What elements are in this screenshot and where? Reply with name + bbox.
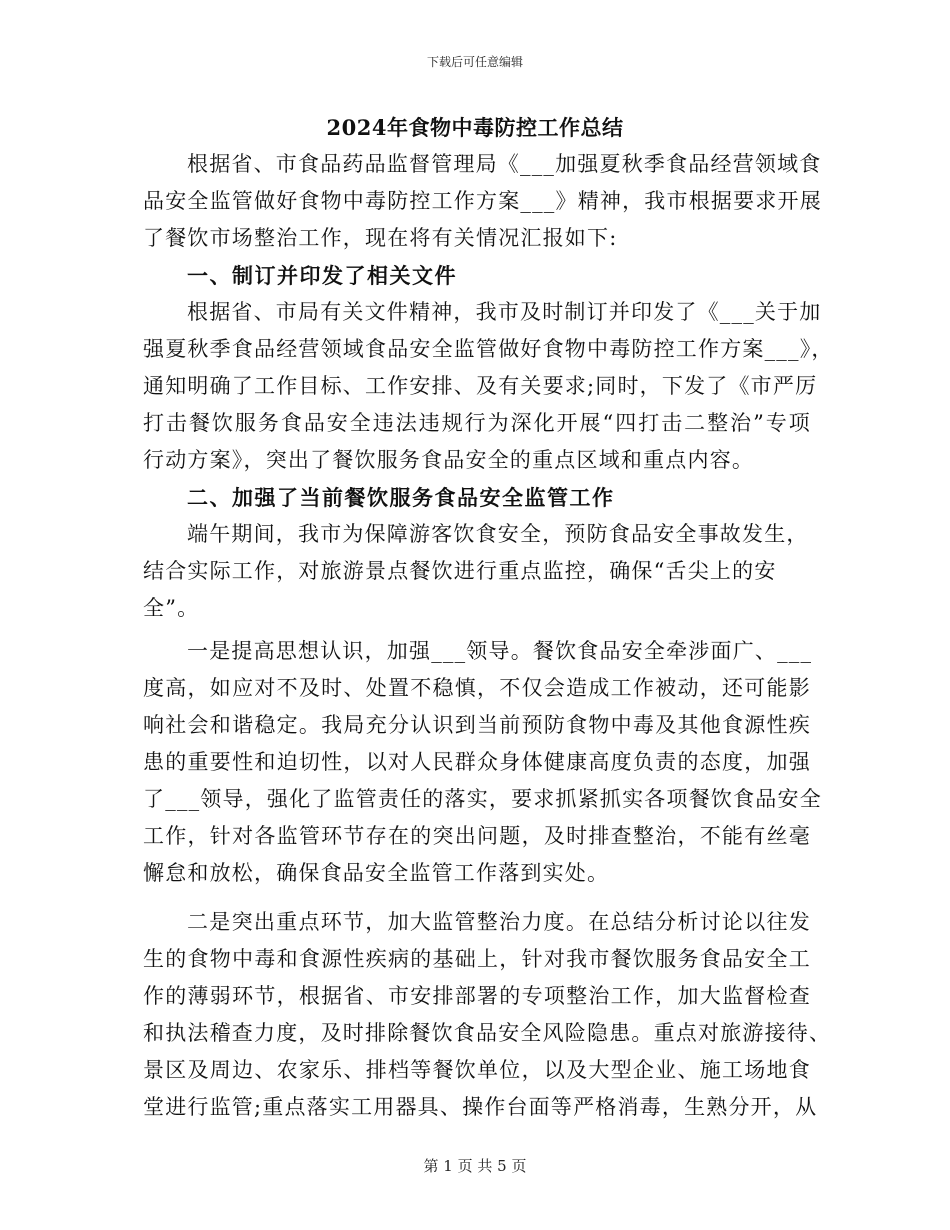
section-heading-2: 二、加强了当前餐饮服务食品安全监管工作	[187, 485, 615, 510]
download-note: 下载后可任意编辑	[426, 55, 523, 69]
document-title: 2024年食物中毒防控工作总结	[326, 115, 624, 140]
paragraph-line: 根据省、市局有关文件精神，我市及时制订并印发了《___关于加	[187, 300, 822, 324]
paragraph-line: 了餐饮市场整治工作，现在将有关情况汇报如下:	[143, 226, 618, 250]
paragraph-line: 度高，如应对不及时、处置不稳慎，不仅会造成工作被动，还可能影	[143, 676, 811, 700]
paragraph-line: 懈怠和放松，确保食品安全监管工作落到实处。	[143, 861, 610, 885]
paragraph-intro	[143, 146, 822, 257]
paragraph-line: 堂进行监管;重点落实工用器具、操作台面等严格消毒，生熟分开，从	[143, 1095, 818, 1119]
paragraph-line: 生的食物中毒和食源性疾病的基础上，针对我市餐饮服务食品安全工	[143, 947, 811, 971]
paragraph-spacer	[143, 892, 811, 904]
paragraph-line: 作的薄弱环节，根据省、市安排部署的专项整治工作，加大监督检查	[143, 984, 811, 1008]
paragraph-line: 全”。	[143, 596, 200, 620]
paragraph-line: 患的重要性和迫切性，以对人民群众身体健康高度负责的态度，加强	[143, 750, 811, 774]
paragraph-line: 结合实际工作，对旅游景点餐饮进行重点监控，确保“舌尖上的安	[143, 559, 777, 583]
paragraph-line: 响社会和谐稳定。我局充分认识到当前预防食物中毒及其他食源性疾	[143, 713, 811, 737]
paragraph-point-2	[143, 904, 832, 1126]
paragraph-line: 打击餐饮服务食品安全违法违规行为深化开展“四打击二整治”专项	[143, 411, 811, 435]
section-heading-1: 一、制订并印发了相关文件	[187, 263, 457, 288]
paragraph-line: 通知明确了工作目标、工作安排、及有关要求;同时，下发了《市严厉	[143, 374, 818, 398]
paragraph-point-1	[143, 633, 822, 892]
paragraph-line: 了___领导，强化了监管责任的落实，要求抓紧抓实各项餐饮食品安全	[143, 787, 822, 811]
paragraph-line: 和执法稽查力度，及时排除餐饮食品安全风险隐患。重点对旅游接待、	[143, 1021, 832, 1045]
paragraph-line: 端午期间，我市为保障游客饮食安全，预防食品安全事故发生，	[187, 522, 809, 546]
document-body	[143, 146, 834, 1126]
paragraph-line: 景区及周边、农家乐、排档等餐饮单位，以及大型企业、施工场地食	[143, 1058, 811, 1082]
page-number: 第 1 页 共 5 页	[423, 1157, 527, 1175]
paragraph-line: 工作，针对各监管环节存在的突出问题，及时排查整治，不能有丝毫	[143, 824, 811, 848]
paragraph-section-1	[143, 294, 834, 479]
paragraph-line: 根据省、市食品药品监督管理局《___加强夏秋季食品经营领域食	[187, 152, 822, 176]
paragraph-section-2-intro	[143, 516, 811, 627]
paragraph-line: 强夏秋季食品经营领域食品安全监管做好食物中毒防控工作方案___》，	[143, 337, 834, 361]
paragraph-line: 行动方案》，突出了餐饮服务食品安全的重点区域和重点内容。	[143, 448, 755, 472]
paragraph-line: 一是提高思想认识，加强___领导。餐饮食品安全牵涉面广、___	[187, 639, 813, 663]
paragraph-line: 二是突出重点环节，加大监管整治力度。在总结分析讨论以往发	[187, 910, 811, 934]
paragraph-line: 品安全监管做好食物中毒防控工作方案___》精神，我市根据要求开展	[143, 189, 822, 213]
